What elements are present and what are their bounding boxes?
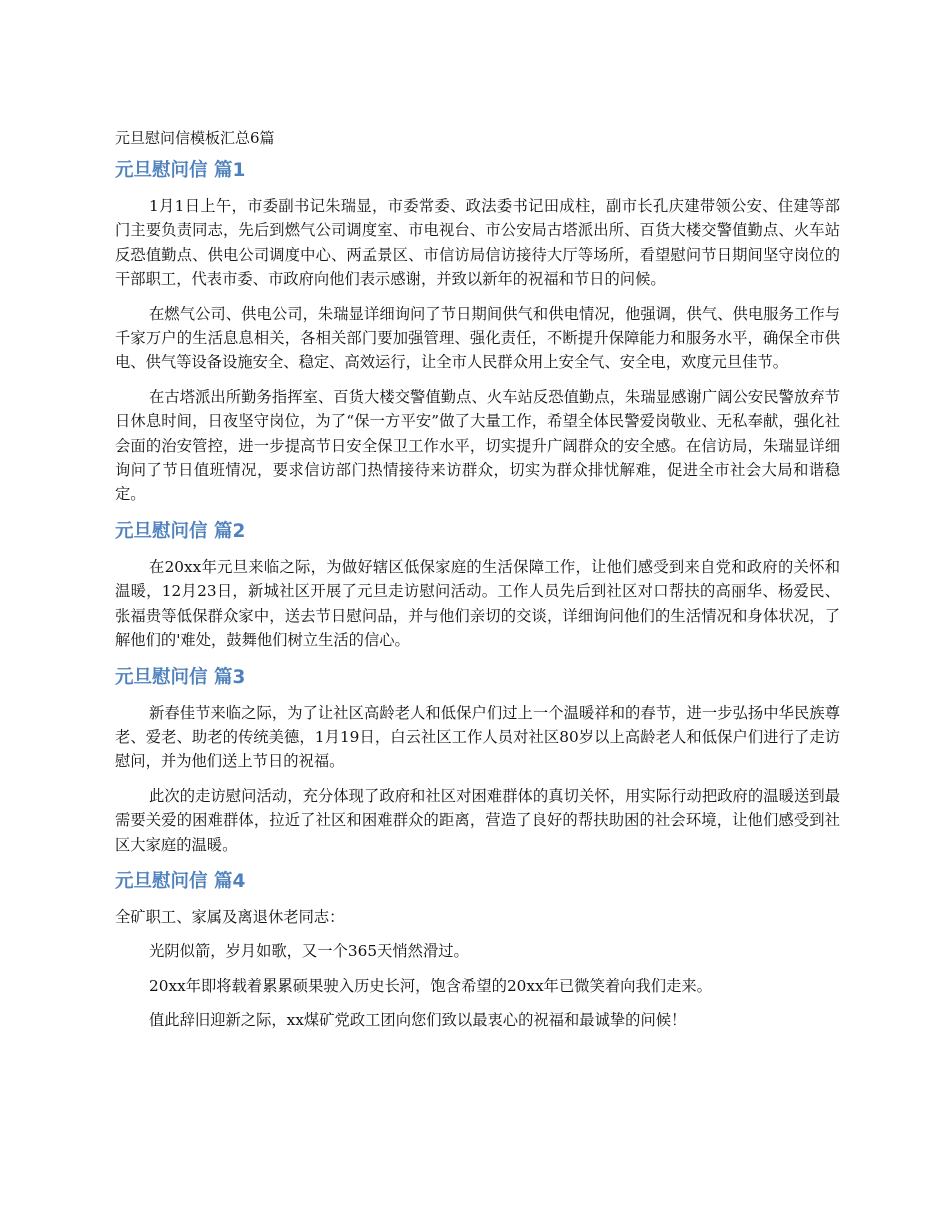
section-heading: 元旦慰问信 篇1 — [115, 160, 246, 181]
section-heading: 元旦慰问信 篇3 — [115, 666, 246, 688]
paragraph: 在燃气公司、供电公司，朱瑞显详细询问了节日期间供气和供电情况，他强调，供气、供电服务工作与千家万户的生活息息相关，各相关部门要加强管理、强化责任，不断提升保障能力和服务水平，确保全市供电、供气等设备设施安全、稳定、高效运行，让全市人民群众用上安全气、安全电，欢度元旦佳节。 — [115, 304, 840, 372]
section-4 — [115, 869, 840, 1033]
paragraph: 1月1日上午，市委副书记朱瑞显，市委常委、政法委书记田成柱，副市长孔庆建带领公安、住建等部门主要负责同志，先后到燃气公司调度室、市电视台、市公安局古塔派出所、百货大楼交警值勤点、火车站反恐值勤点、供电公司调度中心、两孟景区、市信访局信访接待大厅等场所，看望慰问节日期间坚守岗位的干部职工，代表市委、市政府向他们表示感谢，并致以新年的祝福和节日的问候。 — [115, 197, 840, 289]
paragraph: 值此辞旧迎新之际，xx煤矿党政工团向您们致以最衷心的祝福和最诚挚的问候！ — [149, 1011, 687, 1030]
paragraph: 此次的走访慰问活动，充分体现了政府和社区对困难群体的真切关怀，用实际行动把政府的温暖送到最需要关爱的困难群体，拉近了社区和困难群众的距离，营造了良好的帮扶助困的社会环境，让他们感受到社区大家庭的温暖。 — [115, 786, 840, 854]
paragraph: 在古塔派出所勤务指挥室、百货大楼交警值勤点、火车站反恐值勤点，朱瑞显感谢广阔公安民警放弃节日休息时间，日夜坚守岗位，为了“保一方平安”做了大量工作，希望全体民警爱岗敬业、无私奉献，强化社会面的治安管控，进一步提高节日安全保卫工作水平，切实提升广阔群众的安全感。在信访局，朱瑞显详细询问了节日值班情况，要求信访部门热情接待来访群众，切实为群众排忧解难，促进全市社会大局和谐稳定。 — [115, 387, 840, 504]
section-3 — [115, 665, 840, 857]
paragraph: 新春佳节来临之际，为了让社区高龄老人和低保户们过上一个温暖祥和的春节，进一步弘扬中华民族尊老、爱老、助老的传统美德，1月19日，白云社区工作人员对社区80岁以上高龄老人和低保户们进行了走访慰问，并为他们送上节日的祝福。 — [115, 703, 840, 771]
section-heading: 元旦慰问信 篇4 — [115, 870, 246, 892]
salutation: 全矿职工、家属及离退休老同志： — [115, 907, 345, 926]
document-page — [115, 128, 840, 1043]
section-1 — [115, 158, 840, 507]
section-heading: 元旦慰问信 篇2 — [115, 520, 246, 542]
document-title: 元旦慰问信模板汇总6篇 — [115, 129, 275, 147]
paragraph: 在20xx年元旦来临之际，为做好辖区低保家庭的生活保障工作，让他们感受到来自党和政府的关怀和温暖，12月23日，新城社区开展了元旦走访慰问活动。工作人员先后到社区对口帮扶的高丽华、杨爱民、张福贵等低保群众家中，送去节日慰问品，并与他们亲切的交谈，详细询问他们的生活情况和身体状况，了解他们的'难处，鼓舞他们树立生活的信心。 — [115, 557, 840, 650]
paragraph: 20xx年即将载着累累硕果驶入历史长河，饱含希望的20xx年已微笑着向我们走来。 — [149, 976, 712, 995]
section-2 — [115, 519, 840, 653]
paragraph: 光阴似箭，岁月如歌，又一个365天悄然滑过。 — [149, 942, 469, 961]
